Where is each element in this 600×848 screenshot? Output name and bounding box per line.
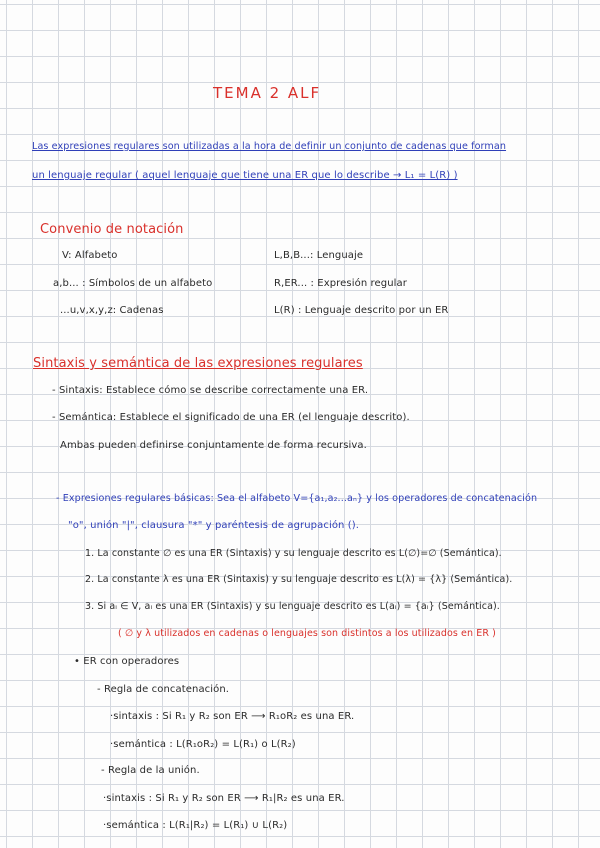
page-title: TEMA 2 ALF [213,84,322,102]
notation-right-3: L(R) : Lenguaje descrito por un ER [274,305,449,316]
intro-line-2: un lenguaje regular ( aquel lenguaje que tiene una ER que lo describe → L₁ = L(R) ) [32,170,458,181]
basic-line-2: "o", unión "|", clausura "*" y paréntesis de agrupación (). [68,520,360,531]
notation-heading: Convenio de notación [40,222,184,237]
operators-heading: • ER con operadores [74,656,180,667]
syntax-heading: Sintaxis y semántica de las expresiones regulares [33,356,363,371]
concat-heading: - Regla de concatenación. [97,684,230,695]
notation-left-1: V: Alfabeto [62,250,118,261]
basic-item-2: 2. La constante λ es una ER (Sintaxis) y su lenguaje descrito es L(λ) = {λ} (Semántica). [85,574,513,585]
union-sintaxis: ·sintaxis : Si R₁ y R₂ son ER ⟶ R₁|R₂ es una ER. [103,793,345,804]
basic-line-1: - Expresiones regulares básicas: Sea el alfabeto V={a₁,a₂...aₙ} y los operadores de concatenación [56,493,538,504]
basic-item-1: 1. La constante ∅ es una ER (Sintaxis) y su lenguaje descrito es L(∅)=∅ (Semántica). [85,548,502,559]
concat-semantica: ·semántica : L(R₁oR₂) = L(R₁) o L(R₂) [110,739,296,750]
syntax-semantica: - Semántica: Establece el significado de una ER (el lenguaje descrito). [52,412,410,423]
notation-left-3: ...u,v,x,y,z: Cadenas [60,305,164,316]
syntax-sintaxis: - Sintaxis: Establece cómo se describe correctamente una ER. [52,385,369,396]
notation-left-2: a,b... : Símbolos de un alfabeto [53,278,213,289]
basic-note: ( ∅ y λ utilizados en cadenas o lenguajes son distintos a los utilizados en ER ) [118,628,496,639]
notation-right-1: L,B,B...: Lenguaje [274,250,364,261]
notation-right-2: R,ER... : Expresión regular [274,278,407,289]
union-semantica: ·semántica : L(R₁|R₂) = L(R₁) ∪ L(R₂) [103,820,288,831]
concat-sintaxis: ·sintaxis : Si R₁ y R₂ son ER ⟶ R₁oR₂ es una ER. [110,711,355,722]
syntax-ambas: Ambas pueden definirse conjuntamente de forma recursiva. [60,440,367,451]
basic-item-3: 3. Si aᵢ ∈ V, aᵢ es una ER (Sintaxis) y su lenguaje descrito es L(aᵢ) = {aᵢ} (Semántica). [85,601,500,612]
intro-line-1: Las expresiones regulares son utilizadas a la hora de definir un conjunto de cadenas que forman [32,141,507,152]
union-heading: - Regla de la unión. [101,765,200,776]
